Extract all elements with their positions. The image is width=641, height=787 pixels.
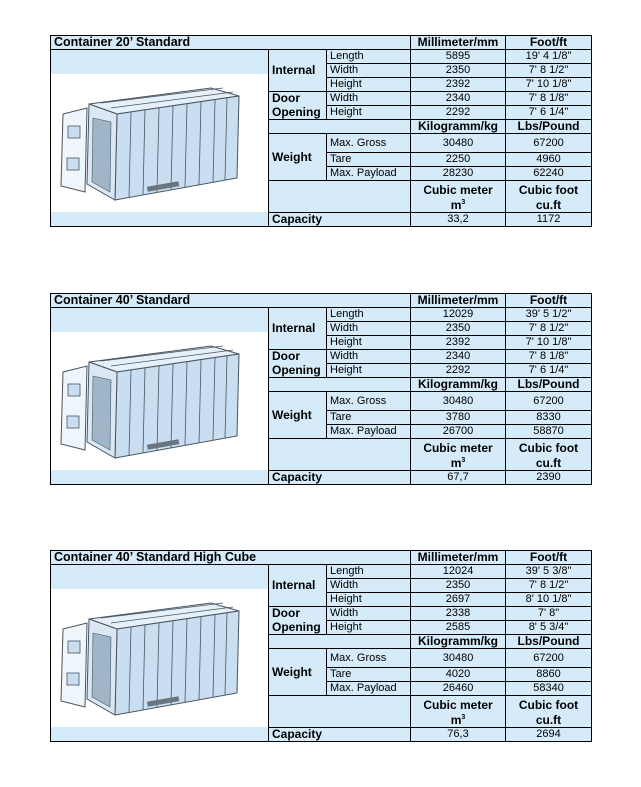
opening-group-label: Opening	[269, 621, 327, 635]
opening-group-label: Opening	[269, 106, 327, 120]
unit-header-m3	[411, 181, 506, 200]
capacity-cuft: 2390	[506, 471, 592, 485]
max-gross-kg: 30480	[411, 392, 506, 411]
max-payload-kg: 28230	[411, 167, 506, 181]
tare-label: Tare	[327, 153, 411, 167]
door-width-label: Width	[327, 92, 411, 106]
internal-group-label: Internal	[269, 565, 327, 607]
unit-m-sup: 3	[461, 199, 466, 206]
door-width-ft: 7' 8 1/8"	[506, 92, 592, 106]
internal-height-mm: 2697	[411, 593, 506, 607]
container-spec-table-2	[50, 293, 592, 485]
container-spec-table-3	[50, 550, 592, 742]
max-gross-lbs: 67200	[506, 134, 592, 153]
capacity-m3: 76,3	[411, 728, 506, 742]
unit-header-kg: Kilogramm/kg	[411, 120, 506, 134]
weight-group-label: Weight	[269, 134, 327, 181]
internal-width-label: Width	[327, 322, 411, 336]
container-title: Container 40’ Standard High Cube	[51, 551, 411, 565]
unit-header-cuft	[506, 439, 592, 458]
max-gross-lbs: 67200	[506, 392, 592, 411]
unit-header-m3	[411, 696, 506, 715]
door-width-label: Width	[327, 607, 411, 621]
max-gross-label: Max. Gross	[327, 392, 411, 411]
shipping-container-icon	[51, 332, 269, 470]
internal-height-label: Height	[327, 593, 411, 607]
door-height-mm: 2585	[411, 621, 506, 635]
unit-header-cuft-line1: Cubic foot	[518, 440, 579, 455]
unit-header-lbs: Lbs/Pound	[506, 635, 592, 649]
max-gross-lbs: 67200	[506, 649, 592, 668]
tare-kg: 4020	[411, 668, 506, 682]
door-width-label: Width	[327, 350, 411, 364]
max-payload-label: Max. Payload	[327, 167, 411, 181]
max-payload-kg: 26700	[411, 425, 506, 439]
internal-width-ft: 7' 8 1/2"	[506, 322, 592, 336]
internal-width-mm: 2350	[411, 322, 506, 336]
door-width-mm: 2338	[411, 607, 506, 621]
weight-group-label: Weight	[269, 649, 327, 696]
unit-header-kg: Kilogramm/kg	[411, 635, 506, 649]
unit-header-cuft-line2: cu.ft	[506, 199, 592, 213]
capacity-m3: 67,7	[411, 471, 506, 485]
unit-header-m3-line2	[411, 714, 506, 728]
door-group-label: Door	[269, 92, 327, 106]
unit-header-mm: Millimeter/mm	[411, 551, 506, 565]
internal-length-mm: 12029	[411, 308, 506, 322]
tare-kg: 2250	[411, 153, 506, 167]
internal-group-label: Internal	[269, 50, 327, 92]
internal-height-ft: 7' 10 1/8"	[506, 336, 592, 350]
door-width-ft: 7' 8 1/8"	[506, 350, 592, 364]
opening-group-label: Opening	[269, 364, 327, 378]
container-title: Container 40’ Standard	[51, 294, 411, 308]
door-height-ft: 7' 6 1/4"	[506, 106, 592, 120]
internal-width-label: Width	[327, 64, 411, 78]
unit-header-m3-line2	[411, 199, 506, 213]
internal-length-label: Length	[327, 565, 411, 579]
unit-header-kg: Kilogramm/kg	[411, 378, 506, 392]
max-payload-lbs: 62240	[506, 167, 592, 181]
max-gross-label: Max. Gross	[327, 134, 411, 153]
unit-header-cuft-line2: cu.ft	[506, 457, 592, 471]
internal-length-label: Length	[327, 50, 411, 64]
unit-m-sup: 3	[461, 457, 466, 464]
unit-m: m	[450, 714, 462, 727]
tare-lbs: 8860	[506, 668, 592, 682]
tare-label: Tare	[327, 668, 411, 682]
internal-length-ft: 39' 5 1/2"	[506, 308, 592, 322]
tare-label: Tare	[327, 411, 411, 425]
door-width-ft: 7' 8"	[506, 607, 592, 621]
capacity-m3: 33,2	[411, 213, 506, 227]
internal-length-mm: 12024	[411, 565, 506, 579]
capacity-cuft: 2694	[506, 728, 592, 742]
unit-header-mm: Millimeter/mm	[411, 294, 506, 308]
door-height-label: Height	[327, 106, 411, 120]
internal-height-mm: 2392	[411, 336, 506, 350]
unit-header-m3-line1: Cubic meter	[423, 182, 493, 197]
capacity-label: Capacity	[269, 471, 411, 485]
container-image-cell	[51, 50, 269, 227]
unit-header-cuft	[506, 181, 592, 200]
internal-width-ft: 7' 8 1/2"	[506, 64, 592, 78]
tare-kg: 3780	[411, 411, 506, 425]
capacity-label: Capacity	[269, 728, 411, 742]
container-spec-table-1	[50, 35, 592, 227]
capacity-cuft: 1172	[506, 213, 592, 227]
internal-width-ft: 7' 8 1/2"	[506, 579, 592, 593]
internal-width-label: Width	[327, 579, 411, 593]
internal-height-mm: 2392	[411, 78, 506, 92]
door-height-label: Height	[327, 621, 411, 635]
unit-header-m3	[411, 439, 506, 458]
internal-height-label: Height	[327, 78, 411, 92]
shipping-container-icon	[51, 589, 269, 727]
capacity-label: Capacity	[269, 213, 411, 227]
unit-header-cuft-line1: Cubic foot	[518, 697, 579, 712]
unit-header-ft: Foot/ft	[506, 36, 592, 50]
max-gross-kg: 30480	[411, 649, 506, 668]
max-gross-label: Max. Gross	[327, 649, 411, 668]
unit-m-sup: 3	[461, 714, 466, 721]
max-payload-label: Max. Payload	[327, 425, 411, 439]
door-width-mm: 2340	[411, 92, 506, 106]
container-image-cell	[51, 308, 269, 485]
max-payload-label: Max. Payload	[327, 682, 411, 696]
max-payload-lbs: 58340	[506, 682, 592, 696]
internal-length-label: Length	[327, 308, 411, 322]
unit-header-m3-line1: Cubic meter	[423, 697, 493, 712]
internal-group-label: Internal	[269, 308, 327, 350]
internal-length-mm: 5895	[411, 50, 506, 64]
unit-m: m	[450, 457, 462, 470]
unit-header-lbs: Lbs/Pound	[506, 378, 592, 392]
container-title: Container 20’ Standard	[51, 36, 411, 50]
door-height-ft: 7' 6 1/4"	[506, 364, 592, 378]
unit-header-m3-line2	[411, 457, 506, 471]
unit-header-mm: Millimeter/mm	[411, 36, 506, 50]
door-group-label: Door	[269, 607, 327, 621]
door-height-label: Height	[327, 364, 411, 378]
max-payload-kg: 26460	[411, 682, 506, 696]
internal-height-label: Height	[327, 336, 411, 350]
door-height-mm: 2292	[411, 106, 506, 120]
door-group-label: Door	[269, 350, 327, 364]
container-image-cell	[51, 565, 269, 742]
unit-header-cuft-line2: cu.ft	[506, 714, 592, 728]
unit-header-ft: Foot/ft	[506, 551, 592, 565]
unit-header-ft: Foot/ft	[506, 294, 592, 308]
unit-header-cuft	[506, 696, 592, 715]
unit-header-m3-line1: Cubic meter	[423, 440, 493, 455]
door-height-ft: 8' 5 3/4"	[506, 621, 592, 635]
internal-width-mm: 2350	[411, 579, 506, 593]
internal-length-ft: 39' 5 3/8"	[506, 565, 592, 579]
internal-width-mm: 2350	[411, 64, 506, 78]
door-width-mm: 2340	[411, 350, 506, 364]
unit-header-cuft-line1: Cubic foot	[518, 182, 579, 197]
weight-group-label: Weight	[269, 392, 327, 439]
tare-lbs: 8330	[506, 411, 592, 425]
max-payload-lbs: 58870	[506, 425, 592, 439]
unit-header-lbs: Lbs/Pound	[506, 120, 592, 134]
internal-height-ft: 8' 10 1/8"	[506, 593, 592, 607]
door-height-mm: 2292	[411, 364, 506, 378]
tare-lbs: 4960	[506, 153, 592, 167]
internal-height-ft: 7' 10 1/8"	[506, 78, 592, 92]
internal-length-ft: 19' 4 1/8"	[506, 50, 592, 64]
max-gross-kg: 30480	[411, 134, 506, 153]
shipping-container-icon	[51, 74, 269, 212]
unit-m: m	[450, 199, 462, 212]
